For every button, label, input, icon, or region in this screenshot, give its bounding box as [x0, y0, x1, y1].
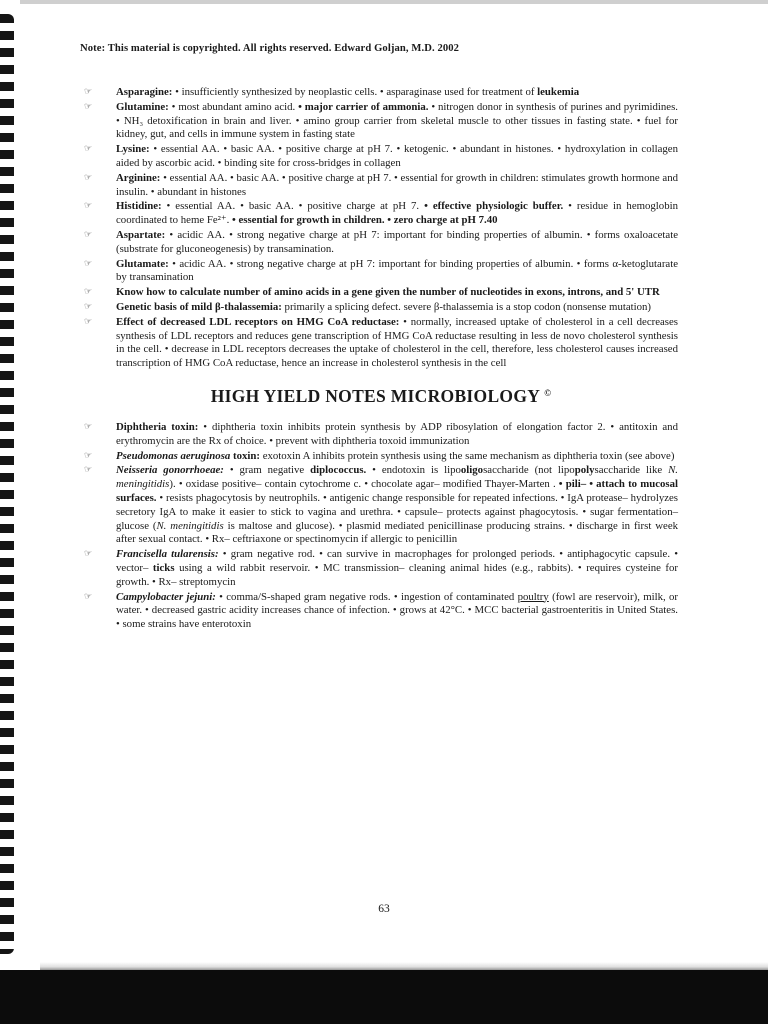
item-term: toxin: [230, 449, 260, 462]
pointer-icon: ☞ [84, 257, 93, 268]
copyright-note: Note: This material is copyrighted. All rights reserved. Edward Goljan, M.D. 2002 [80, 43, 460, 54]
item-text-underlined: poultry [517, 590, 549, 603]
pointer-icon: ☞ [84, 449, 93, 460]
item-term: Diphtheria toxin: [116, 420, 199, 433]
list-item [84, 548, 678, 589]
item-text: • endotoxin is lipo [366, 464, 461, 477]
list-item [84, 421, 678, 449]
item-text-bold: • essential for growth in children. • zero charge at pH 7.40 [231, 214, 498, 227]
list-item [84, 229, 678, 257]
item-text: ). • oxidase positive– contain cytochrome c. • chocolate agar– modified Thayer-Marten . [169, 478, 559, 491]
item-text: is maltose and glucose). • plasmid mediated penicillinase producing strains. • discharge in first week after sexual contact. • Rx– ceftriaxone or spectinomycin if allergic to penicillin [116, 519, 679, 546]
item-text: saccharide like [594, 464, 669, 477]
item-text: • resists phagocytosis by neutrophils. • antigenic change responsible for repeated infections. • IgA protease– hydrolyzes secretory IgA to make it easier to stick to vagina and urethra. • capsule– protects against phagocytosis. • sugar fermentation– glucose ( [116, 491, 678, 532]
item-term: Histidine: [116, 200, 162, 213]
list-item [84, 286, 678, 300]
pointer-icon: ☞ [84, 286, 93, 297]
item-text-bold: ticks [152, 561, 175, 574]
section-title-text: HIGH YIELD NOTES MICROBIOLOGY [210, 385, 540, 406]
list-item [84, 464, 678, 547]
item-term: Effect of decreased LDL receptors on HMG CoA reductase: [116, 315, 400, 328]
page-number: 63 [378, 903, 390, 915]
item-text-bold: • pili– • attach to mucosal surfaces. [116, 478, 678, 504]
list-item [84, 450, 678, 464]
item-text: • diphtheria toxin inhibits protein synthesis by ADP ribosylation of elongation factor 2. • antitoxin and erythromycin are the Rx of choice. • prevent with diphtheria toxoid immunization [116, 420, 678, 447]
spiral-binding [0, 14, 14, 954]
list-item [84, 143, 678, 171]
list-item [84, 172, 678, 200]
item-text: saccharide (not lipo [483, 464, 575, 477]
item-text: • normally, increased uptake of cholesterol in a cell decreases synthesis of LDL receptors and reduces gene transcription of HMG CoA reductase resulting in less de novo cholesterol synthesis in the cell. • decrease in LDL receptors decreases the uptake of cholesterol in the cell, therefore, less cholesterol causes increased transcription of HMG CoA reductase, hence an increase in cholesterol synthesis in the cell [116, 315, 678, 370]
pointer-icon: ☞ [84, 590, 93, 601]
item-text-bold: diplococcus. [310, 464, 367, 477]
item-term-italic: Neisseria gonorrhoeae: [116, 464, 224, 477]
item-term-italic: Pseudomonas aeruginosa [116, 449, 231, 462]
item-term: Genetic basis of mild β-thalassemia: [116, 300, 282, 313]
list-item [84, 591, 678, 632]
scan-shadow [0, 970, 768, 1024]
item-text: (fowl are reservoir), milk, or water. • decreased gastric acidity increases chance of infection. • grows at 42°C. • MCC bacterial gastroenteritis in United States. • some strains have enterotoxin [116, 590, 679, 631]
page-edge [20, 0, 768, 4]
item-text: • insufficiently synthesized by neoplastic cells. • asparaginase used for treatment of [172, 86, 538, 98]
pointer-icon: ☞ [84, 143, 93, 154]
item-text: • essential AA. • basic AA. • positive charge at pH 7. • ketogenic. • abundant in histones. • hydroxylation in collagen aided by ascorbic acid. • binding site for cross-bridges in collagen [116, 143, 678, 169]
item-term: Lysine: [116, 143, 150, 156]
item-text: primarily a splicing defect. severe β-thalassemia is a stop codon (nonsense mutation) [281, 300, 652, 313]
item-text: using a wild rabbit reservoir. • MC transmission– cleaning animal hides (e.g., rabbits). • requires cysteine for growth. • Rx– streptomycin [116, 561, 678, 588]
pointer-icon: ☞ [84, 315, 93, 326]
pointer-icon: ☞ [84, 200, 93, 211]
list-item [84, 258, 678, 286]
item-text-bold: • effective physiologic buffer. [424, 200, 564, 213]
item-text: • comma/S-shaped gram negative rods. • ingestion of contaminated [215, 590, 518, 603]
item-term: Arginine: [116, 171, 161, 184]
page-content [84, 86, 678, 633]
copyright-mark: © [544, 387, 552, 398]
item-text-italic: N. meningitidis [116, 464, 678, 491]
item-text: • acidic AA. • strong negative charge at pH 7: important for binding properties of albumin. • forms oxaloacetate (substrate for gluconeogenesis) by transamination. [116, 228, 678, 255]
pointer-icon: ☞ [84, 464, 93, 475]
list-item [84, 101, 678, 142]
pointer-icon: ☞ [84, 300, 93, 311]
item-term-italic: Campylobacter jejuni: [116, 590, 216, 603]
item-text: • nitrogen donor in synthesis of purines and pyrimidines. • NH₃ detoxification in brain and liver. • amino group carrier from skeletal muscle to other tissues in fasting state. • fuel for kidney, gut, and cells in immune system in fasting state [116, 100, 678, 141]
item-term: Aspartate: [116, 228, 166, 241]
item-text: • most abundant amino acid. [168, 100, 299, 113]
pointer-icon: ☞ [84, 228, 93, 239]
pointer-icon: ☞ [84, 548, 93, 559]
item-term-italic: Francisella tularensis: [116, 548, 219, 561]
item-term: Glutamate: [116, 257, 169, 270]
pointer-icon: ☞ [84, 86, 93, 96]
item-text-bold: leukemia [537, 86, 580, 98]
pointer-icon: ☞ [84, 171, 93, 182]
item-text: • essential AA. • basic AA. • positive charge at pH 7. [161, 200, 425, 213]
item-text-italic: N. meningitidis [156, 519, 224, 532]
item-term: Glutamine: [116, 100, 169, 113]
list-item [84, 316, 678, 371]
item-text: • gram negative [223, 464, 311, 477]
list-item [84, 301, 678, 315]
list-item [84, 86, 678, 100]
item-text: • acidic AA. • strong negative charge at pH 7: important for binding properties of albumin. • forms α-ketoglutarate by transamination [116, 257, 678, 284]
pointer-icon: ☞ [84, 420, 93, 431]
list-item [84, 200, 678, 228]
item-term: Asparagine: [116, 86, 173, 98]
item-text: • residue in hemoglobin coordinated to heme Fe²⁺. [116, 200, 678, 227]
item-text: • essential AA. • basic AA. • positive charge at pH 7. • essential for growth in children: stimulates growth hormone and insulin. • abundant in histones [116, 171, 678, 198]
item-text: • gram negative rod. • can survive in macrophages for prolonged periods. • antiphagocytic capsule. • vector– [116, 548, 679, 574]
item-text-bold: oligo [460, 464, 484, 477]
pointer-icon: ☞ [84, 100, 93, 111]
item-text: exotoxin A inhibits protein synthesis using the same mechanism as diphtheria toxin (see above) [260, 449, 675, 462]
section-title [84, 386, 678, 407]
item-text-bold: • major carrier of ammonia. [298, 100, 429, 113]
item-term: Know how to calculate number of amino acids in a gene given the number of nucleotides in exons, introns, and 5' UTR [116, 286, 660, 299]
item-text-bold: poly [574, 464, 595, 477]
